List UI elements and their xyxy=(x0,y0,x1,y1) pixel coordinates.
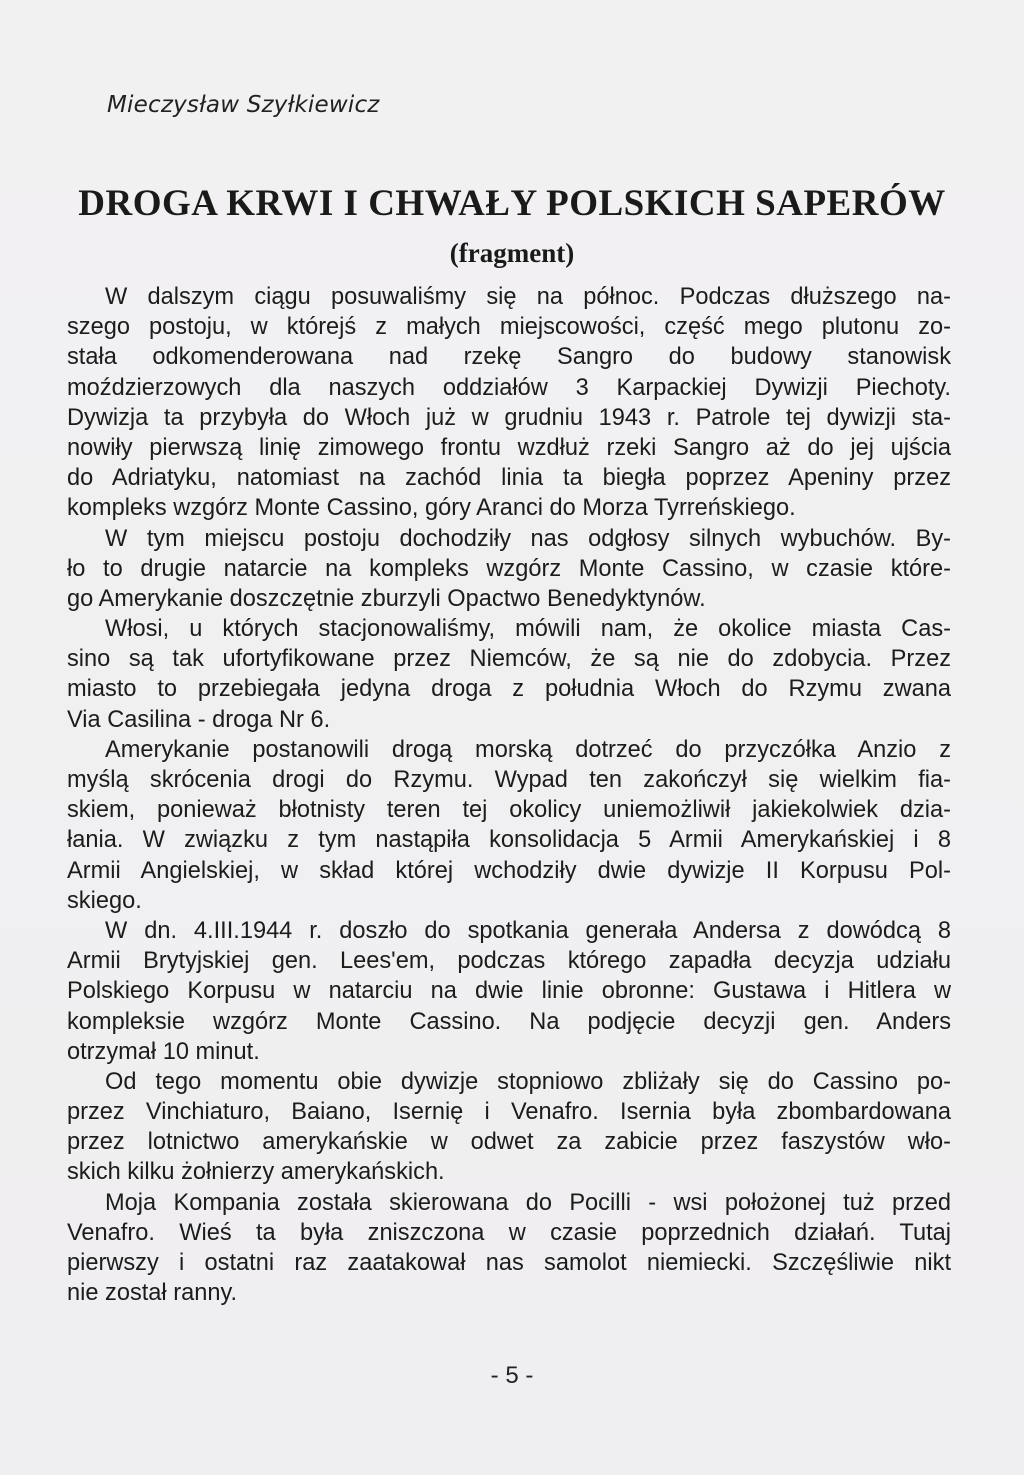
article-body xyxy=(67,282,951,1308)
text-line: W tym miejscu postoju dochodziły nas odgłosy silnych wybuchów. By- xyxy=(105,525,951,552)
text-line: stała odkomenderowana nad rzekę Sangro do budowy stanowisk xyxy=(67,344,951,371)
text-line: Od tego momentu obie dywizje stopniowo zbliżały się do Cassino po- xyxy=(105,1068,951,1095)
text-line: sino są tak ufortyfikowane przez Niemców, że są nie do zdobycia. Przez xyxy=(67,646,951,673)
text-line: skiem, ponieważ błotnisty teren tej okolicy uniemożliwił jakiekolwiek dzia- xyxy=(67,797,951,824)
text-line: myślą skrócenia drogi do Rzymu. Wypad ten zakończył się wielkim fia- xyxy=(67,767,951,793)
text-line: Armii Angielskiej, w skład której wchodziły dwie dywizje II Korpusu Pol- xyxy=(67,857,951,884)
text-line: do Adriatyku, natomiast na zachód linia ta biegła poprzez Apeniny przez xyxy=(67,465,951,492)
article-subtitle: (fragment) xyxy=(449,238,575,268)
text-line: W dn. 4.III.1944 r. doszło do spotkania generała Andersa z dowódcą 8 xyxy=(105,917,951,944)
text-line: kompleks wzgórz Monte Cassino, góry Aranci do Morza Tyrreńskiego. xyxy=(67,495,796,522)
text-line: przez Vinchiaturo, Baiano, Isernię i Venafro. Isernia była zbombardowana xyxy=(67,1099,951,1126)
article-title: DROGA KRWI I CHWAŁY POLSKICH SAPERÓW xyxy=(78,183,946,224)
text-line: Moja Kompania została skierowana do Pocilli - wsi położonej tuż przed xyxy=(105,1189,951,1216)
text-line: przez lotnictwo amerykańskie w odwet za zabicie przez faszystów wło- xyxy=(67,1129,951,1156)
text-line: nie został ranny. xyxy=(67,1280,238,1307)
text-line: Włosi, u których stacjonowaliśmy, mówili nam, że okolice miasta Cas- xyxy=(105,616,951,643)
text-line: go Amerykanie doszczętnie zburzyli Opactwo Benedyktynów. xyxy=(67,585,706,612)
text-line: kompleksie wzgórz Monte Cassino. Na podjęcie decyzji gen. Anders xyxy=(67,1008,951,1035)
text-line: skiego. xyxy=(67,887,142,914)
text-line: nowiły pierwszą linię zimowego frontu wzdłuż rzeki Sangro aż do jej ujścia xyxy=(67,434,951,461)
page-number: - 5 - xyxy=(490,1362,534,1389)
text-line: Dywizja ta przybyła do Włoch już w grudniu 1943 r. Patrole tej dywizji sta- xyxy=(67,404,951,431)
text-line: Armii Brytyjskiej gen. Lees'em, podczas którego zapadła decyzja udziału xyxy=(67,948,951,975)
text-line: ło to drugie natarcie na kompleks wzgórz Monte Cassino, w czasie które- xyxy=(67,555,951,582)
text-line: Via Casilina - droga Nr 6. xyxy=(67,706,331,733)
text-line: moździerzowych dla naszych oddziałów 3 Karpackiej Dywizji Piechoty. xyxy=(67,374,951,401)
author-name: Mieczysław Szyłkiewicz xyxy=(107,92,380,118)
text-line: Amerykanie postanowili drogą morską dotrzeć do przyczółka Anzio z xyxy=(105,736,951,763)
text-line: pierwszy i ostatni raz zaatakował nas samolot niemiecki. Szczęśliwie nikt xyxy=(67,1250,951,1276)
text-line: szego postoju, w którejś z małych miejscowości, część mego plutonu zo- xyxy=(67,314,951,341)
text-line: W dalszym ciągu posuwaliśmy się na północ. Podczas dłuższego na- xyxy=(105,284,951,310)
text-line: otrzymał 10 minut. xyxy=(67,1038,260,1065)
text-line: Venafro. Wieś ta była zniszczona w czasie poprzednich działań. Tutaj xyxy=(67,1219,951,1246)
text-line: skich kilku żołnierzy amerykańskich. xyxy=(67,1159,445,1186)
text-line: Polskiego Korpusu w natarciu na dwie linie obronne: Gustawa i Hitlera w xyxy=(67,978,951,1005)
text-line: łania. W związku z tym nastąpiła konsolidacja 5 Armii Amerykańskiej i 8 xyxy=(67,827,951,854)
text-line: miasto to przebiegała jedyna droga z południa Włoch do Rzymu zwana xyxy=(67,676,951,703)
